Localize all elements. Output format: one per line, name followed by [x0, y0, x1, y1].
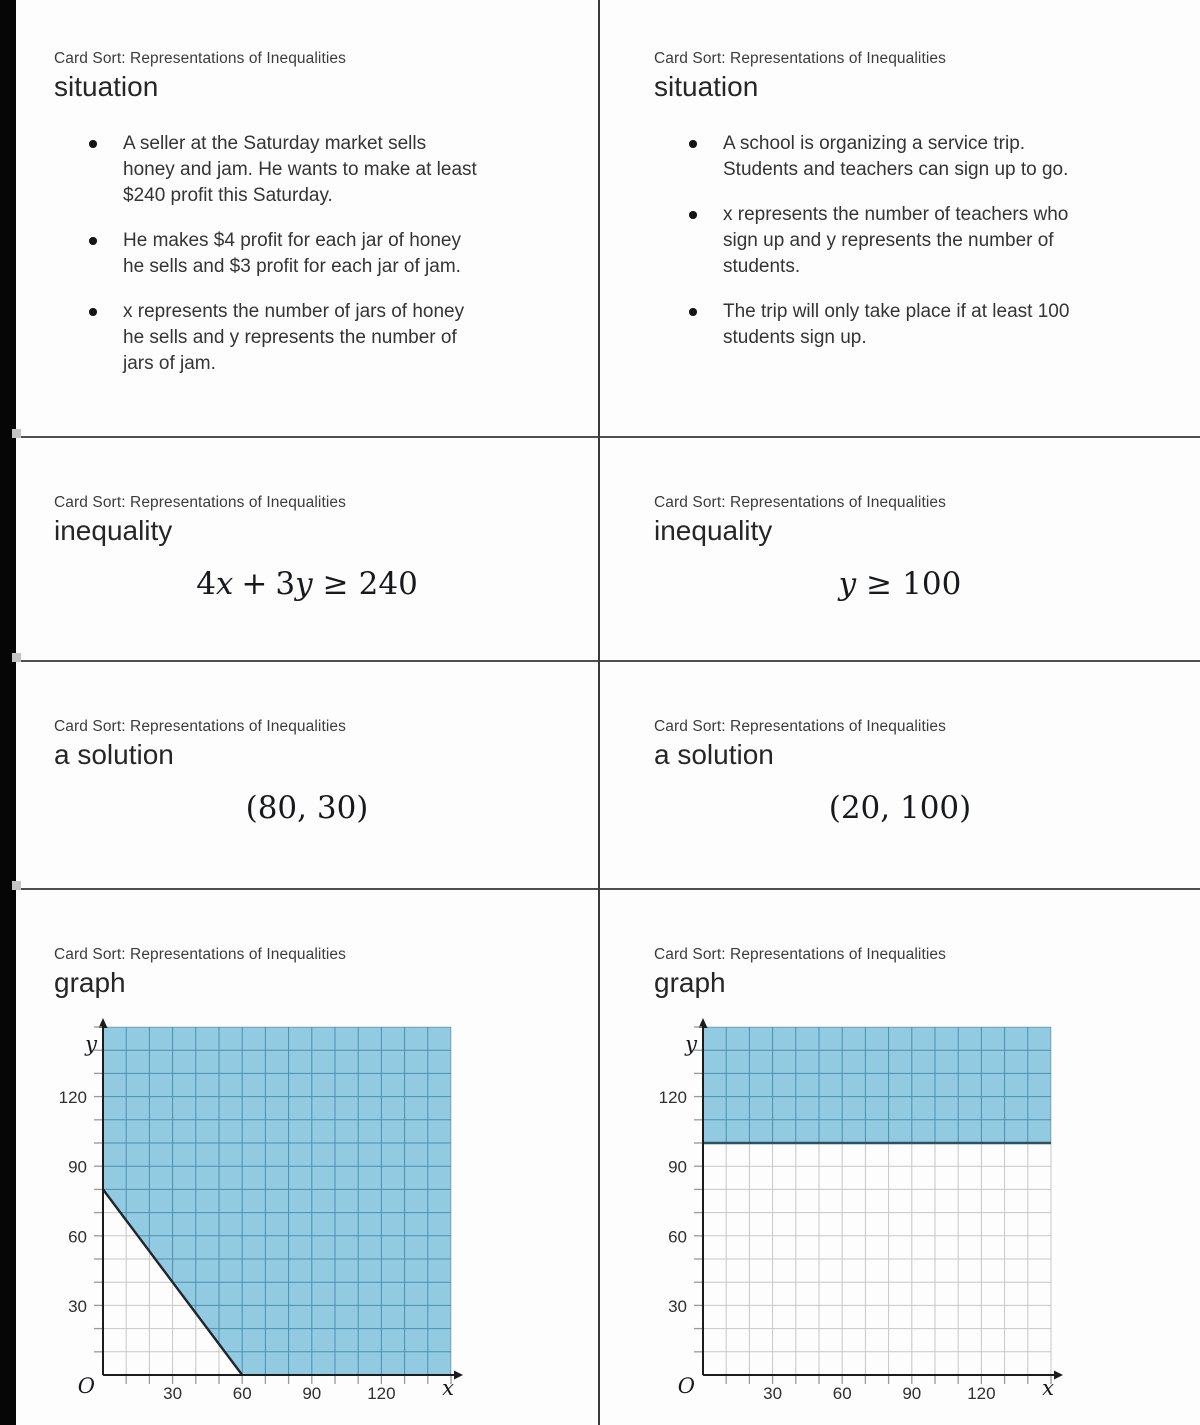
x-tick-label: 60: [832, 1384, 852, 1403]
card-title: inequality: [54, 515, 173, 546]
card-header: Card Sort: Representations of Inequalities: [654, 718, 946, 735]
y-tick-label: 120: [658, 1088, 687, 1108]
math-term: 4: [196, 566, 216, 602]
inequality-expression: [196, 566, 418, 602]
bullet-line: A seller at the Saturday market sells: [123, 133, 427, 154]
card-solution-1: [16, 662, 598, 888]
card-header: Card Sort: Representations of Inequalities: [654, 946, 946, 963]
x-tick-label: 90: [302, 1384, 322, 1403]
math-relation: ≥: [866, 566, 893, 602]
x-tick-label: 120: [967, 1384, 996, 1403]
scan-edge-strip: [0, 0, 16, 1425]
bullet-line: He makes $4 profit for each jar of honey: [123, 230, 461, 251]
graph-generated-layer: [59, 1018, 463, 1403]
y-tick-label: 30: [668, 1296, 687, 1316]
bullet-line: $240 profit this Saturday.: [123, 185, 333, 206]
math-relation: ≥: [322, 566, 349, 602]
math-operator: +: [241, 566, 268, 602]
x-tick-label: 60: [232, 1384, 252, 1403]
y-tick-label: 30: [68, 1296, 87, 1316]
math-row: [600, 566, 1200, 602]
y-tick-label: 120: [58, 1088, 87, 1108]
bullet-line: sign up and y represents the number of: [723, 230, 1054, 251]
solution-pair: (80, 30): [245, 790, 369, 826]
origin-label: O: [677, 1374, 695, 1398]
card-situation-market: [16, 0, 598, 436]
bullet-line: jars of jam.: [123, 353, 216, 374]
bullet-dot: [89, 140, 97, 148]
bullet-item: [88, 299, 568, 377]
bullet-dot: [89, 308, 97, 316]
math-term: y: [295, 566, 313, 602]
bullet-line: students.: [723, 256, 801, 277]
bullet-line: x represents the number of teachers who: [723, 204, 1069, 225]
inequality-expression: [839, 566, 962, 602]
bullet-line: A school is organizing a service trip.: [723, 133, 1026, 154]
x-tick-label: 90: [902, 1384, 922, 1403]
y-tick-label: 90: [68, 1157, 87, 1177]
math-term: y: [838, 566, 857, 602]
math-row: [16, 566, 598, 602]
card-graph-1: [16, 890, 598, 1425]
card-solution-2: [600, 662, 1200, 888]
card-title: situation: [654, 71, 759, 102]
bullet-line: honey and jam. He wants to make at least: [123, 159, 477, 180]
bullet-list: [88, 131, 568, 377]
card-title: situation: [54, 71, 159, 102]
y-axis-label: y: [685, 1032, 697, 1056]
bullet-dot: [689, 140, 697, 148]
card-title: graph: [654, 967, 726, 998]
x-tick-label: 30: [763, 1384, 783, 1403]
origin-label: O: [77, 1374, 95, 1398]
bullet-item: [688, 299, 1168, 351]
x-axis-label: x: [1042, 1376, 1054, 1400]
card-header: Card Sort: Representations of Inequalities: [54, 494, 346, 511]
x-axis-label: x: [442, 1376, 454, 1400]
math-term: 3: [275, 566, 296, 602]
y-tick-label: 60: [68, 1227, 87, 1247]
card-title: inequality: [654, 515, 773, 546]
inequality-region-graph: [40, 1017, 480, 1419]
bullet-line: x represents the number of jars of honey: [123, 301, 465, 322]
x-axis-arrow: [454, 1371, 463, 1380]
card-header: Card Sort: Representations of Inequalities: [654, 50, 946, 67]
graph-generated-layer: [659, 1018, 1063, 1403]
card-title: graph: [54, 967, 126, 998]
card-situation-trip: [600, 0, 1200, 436]
card-title: a solution: [54, 739, 174, 770]
bullet-item: [688, 131, 1168, 183]
card-header: Card Sort: Representations of Inequalities: [54, 946, 346, 963]
math-term: x: [215, 566, 234, 602]
x-axis-arrow: [1054, 1371, 1063, 1380]
bullet-line: he sells and $3 profit for each jar of jam.: [123, 256, 461, 277]
shaded-region: [103, 1027, 451, 1375]
math-row: [16, 790, 598, 826]
bullet-item: [88, 228, 568, 280]
card-graph-2: [600, 890, 1200, 1425]
x-tick-label: 30: [163, 1384, 183, 1403]
x-tick-label: 120: [367, 1384, 396, 1403]
card-inequality-2: [600, 438, 1200, 660]
bullet-line: students sign up.: [723, 327, 867, 348]
inequality-region-graph: [640, 1017, 1080, 1419]
bullet-line: he sells and y represents the number of: [123, 327, 457, 348]
shaded-region: [703, 1027, 1051, 1143]
math-term: 100: [902, 566, 962, 602]
bullet-dot: [89, 237, 97, 245]
y-tick-label: 90: [668, 1157, 687, 1177]
y-axis-label: y: [85, 1032, 97, 1056]
math-row: [600, 790, 1200, 826]
bullet-line: Students and teachers can sign up to go.: [723, 159, 1069, 180]
bullet-line: The trip will only take place if at least 100: [723, 301, 1070, 322]
bullet-item: [688, 202, 1168, 280]
card-header: Card Sort: Representations of Inequalities: [654, 494, 946, 511]
bullet-list: [688, 131, 1168, 351]
math-term: 240: [358, 566, 418, 602]
solution-pair: (20, 100): [828, 790, 972, 826]
bullet-dot: [689, 308, 697, 316]
card-header: Card Sort: Representations of Inequalities: [54, 718, 346, 735]
bullet-item: [88, 131, 568, 209]
bullet-dot: [689, 211, 697, 219]
card-inequality-1: [16, 438, 598, 660]
y-tick-label: 60: [668, 1227, 687, 1247]
card-title: a solution: [654, 739, 774, 770]
card-header: Card Sort: Representations of Inequalities: [54, 50, 346, 67]
